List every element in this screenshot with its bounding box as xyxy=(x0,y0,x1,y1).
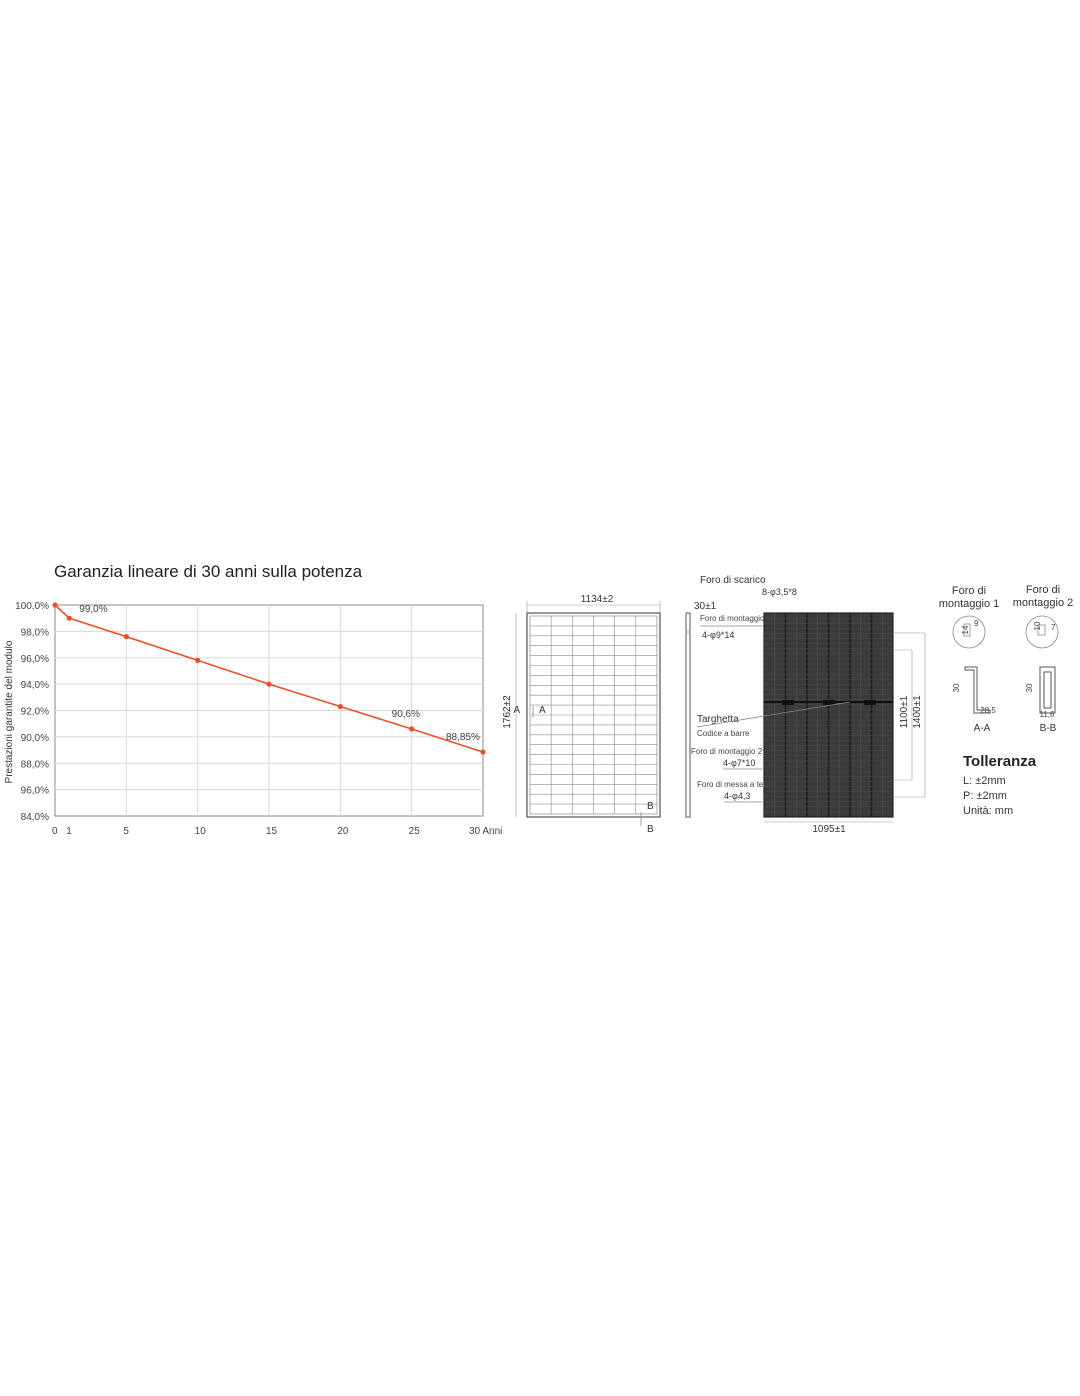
side-thickness-dim: 30±1 xyxy=(694,601,717,612)
ground-hole-label: Foro di messa a terra xyxy=(697,780,774,789)
tolerance-block xyxy=(963,753,1037,817)
section-bb-profile xyxy=(1040,667,1055,713)
rear-cell-grid xyxy=(764,613,893,817)
detail-2-title-line2: montaggio 2 xyxy=(1012,597,1074,609)
side-profile xyxy=(686,613,690,817)
chart-data-point xyxy=(480,749,485,754)
detail-1-title-line1: Foro di xyxy=(951,585,987,597)
chart-data-point xyxy=(409,726,414,731)
rear-view-drawing xyxy=(691,575,925,835)
section-b-marker-top: B xyxy=(647,801,654,812)
chart-y-tick-label: 92,0% xyxy=(20,706,49,718)
inner-dim-1: 1100±1 xyxy=(899,695,910,729)
chart-y-ticks xyxy=(15,601,49,823)
chart-y-tick-label: 94,0% xyxy=(20,680,49,692)
mount-hole-2-spec: 4-φ7*10 xyxy=(723,758,756,768)
chart-data-point xyxy=(67,616,72,621)
section-bb-label: B-B xyxy=(1039,723,1057,734)
junction-box-3 xyxy=(864,700,876,705)
chart-data-point xyxy=(124,634,129,639)
chart-y-tick-label: 98,0% xyxy=(20,627,49,639)
tolerance-line-unit: Unità: mm xyxy=(963,805,1014,817)
chart-y-tick-label: 96,0% xyxy=(20,785,49,797)
chart-x-tick-label: 10 xyxy=(194,826,206,837)
chart-x-tick-label: 30 Anni xyxy=(469,826,503,837)
chart-x-tick-label: 1 xyxy=(66,826,72,837)
mount-hole-1-spec: 4-φ9*14 xyxy=(702,630,735,640)
barcode-label: Codice a barre xyxy=(697,729,750,738)
chart-y-tick-label: 100,0% xyxy=(15,601,49,612)
chart-data-point xyxy=(52,602,57,607)
section-a-marker-left: A xyxy=(513,705,520,716)
detail-1-dim-b: 9 xyxy=(974,619,979,628)
ground-hole-spec: 4-φ4,3 xyxy=(724,791,751,801)
chart-data-point xyxy=(195,658,200,663)
drain-hole-spec: 8-φ3,5*8 xyxy=(762,587,797,597)
chart-x-tick-label: 5 xyxy=(123,826,129,837)
section-aa-height: 30 xyxy=(952,683,961,693)
detail-1-title-line2: montaggio 1 xyxy=(938,598,1000,610)
chart-y-tick-label: 88,0% xyxy=(20,759,49,771)
section-b-marker-bottom: B xyxy=(647,824,654,835)
chart-data-label: 99,0% xyxy=(79,604,108,616)
chart-x-tick-label: 20 xyxy=(337,826,349,837)
warranty-chart xyxy=(4,562,502,837)
nameplate-label: Targhetta xyxy=(697,714,739,725)
chart-data-label: 88,85% xyxy=(446,732,480,744)
front-width-dim: 1134±2 xyxy=(580,594,614,605)
chart-data-point xyxy=(266,682,271,687)
chart-x-ticks xyxy=(52,826,502,837)
chart-y-axis-label: Prestazioni garantite del modulo xyxy=(4,640,15,784)
detail-2-dim-a: 10 xyxy=(1033,621,1042,631)
detail-2-title-line1: Foro di xyxy=(1025,584,1061,596)
tolerance-title: Tolleranza xyxy=(963,753,1037,770)
chart-y-tick-label: 84,0% xyxy=(20,812,49,823)
front-view-drawing xyxy=(502,594,660,835)
section-bb-height: 30 xyxy=(1025,683,1034,693)
chart-y-tick-label: 96,0% xyxy=(20,653,49,665)
rear-width-dim: 1095±1 xyxy=(812,824,846,835)
detail-2-circle xyxy=(1026,616,1058,648)
tolerance-line-l: L: ±2mm xyxy=(963,775,1006,787)
front-cell-grid xyxy=(530,616,657,814)
junction-box-1 xyxy=(782,700,794,705)
mount-hole-2-label: Foro di montaggio 2 xyxy=(691,747,763,756)
chart-x-tick-label: 25 xyxy=(408,826,420,837)
chart-x-tick-label: 0 xyxy=(52,826,58,837)
section-aa-label: A-A xyxy=(973,723,991,734)
chart-data-label: 90,6% xyxy=(391,708,421,720)
section-aa-width: 28,5 xyxy=(980,706,996,715)
junction-box-2 xyxy=(823,700,835,705)
front-height-dim: 1762±2 xyxy=(502,695,513,729)
chart-data-point xyxy=(338,704,343,709)
chart-title: Garanzia lineare di 30 anni sulla potenza xyxy=(54,562,363,581)
section-a-marker-right: A xyxy=(539,705,546,716)
detail-2-dim-b: 7 xyxy=(1051,623,1056,632)
tolerance-line-p: P: ±2mm xyxy=(963,790,1007,802)
inner-dim-2: 1400±1 xyxy=(912,695,923,729)
chart-y-tick-label: 90,0% xyxy=(20,732,49,744)
chart-annotations xyxy=(79,604,480,743)
detail-drawings xyxy=(939,584,1074,734)
detail-1-dim-a: 14 xyxy=(961,625,970,635)
chart-x-tick-label: 15 xyxy=(266,826,278,837)
drain-hole-label: Foro di scarico xyxy=(700,575,766,586)
section-bb-width: 11,6 xyxy=(1039,710,1055,719)
mount-hole-1-label: Foro di montaggio 1 xyxy=(700,614,772,623)
